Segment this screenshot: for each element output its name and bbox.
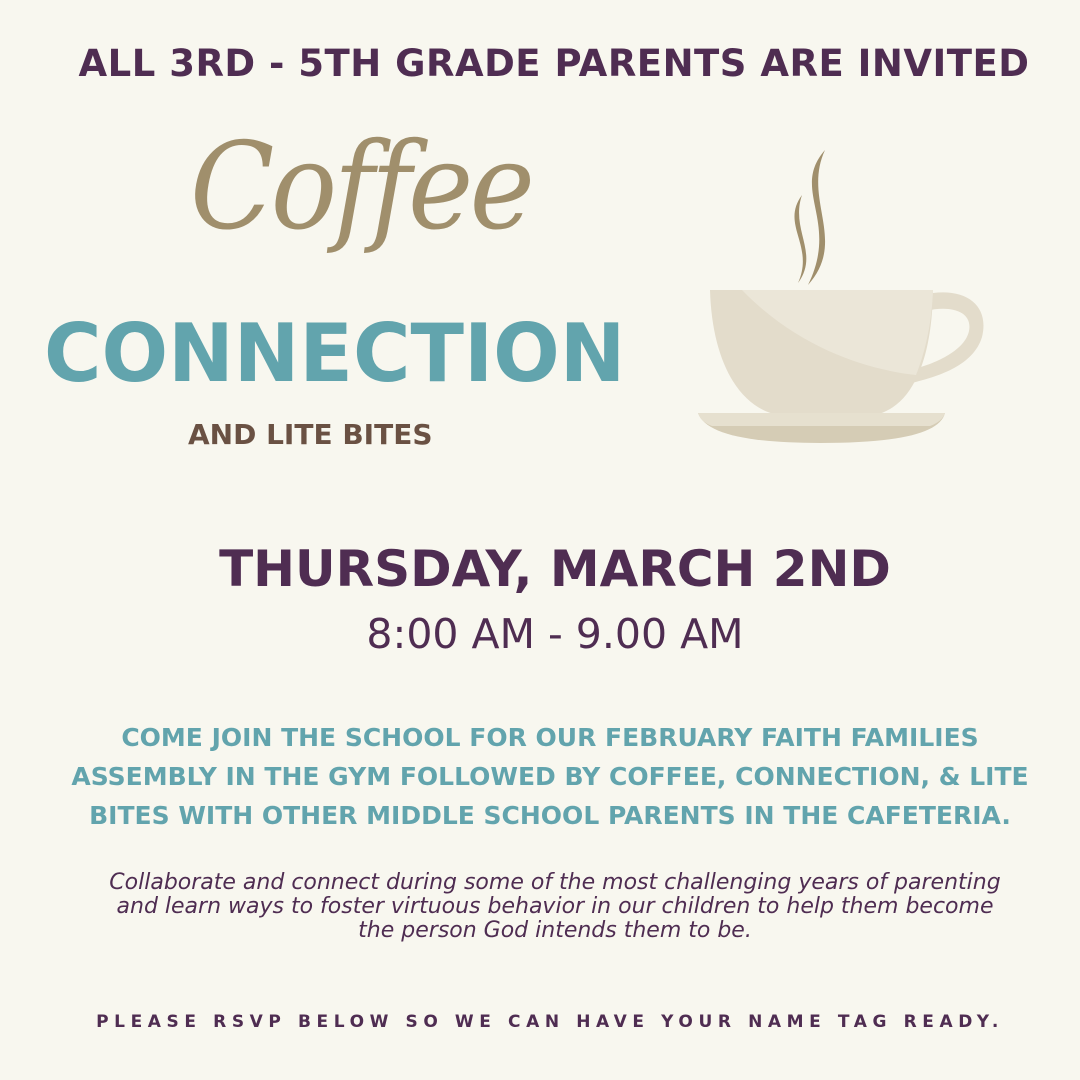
event-details <box>40 871 1070 943</box>
coffee-script-title: Coffee <box>190 118 532 257</box>
lite-bites-subtitle: AND LITE BITES <box>188 418 433 451</box>
event-date: THURSDAY, MARCH 2ND <box>219 540 891 598</box>
description-line: ASSEMBLY IN THE GYM FOLLOWED BY COFFEE, CONNECTION, & LITE <box>71 762 1029 791</box>
invite-heading: ALL 3RD - 5TH GRADE PARENTS ARE INVITED <box>78 42 1030 85</box>
event-description <box>40 718 1060 835</box>
rsvp-note: PLEASE RSVP BELOW SO WE CAN HAVE YOUR NAME TAG READY. <box>96 1012 1004 1032</box>
details-line: and learn ways to foster virtuous behavior in our children to help them become <box>116 894 994 919</box>
event-time: 8:00 AM - 9.00 AM <box>366 610 744 658</box>
details-line: the person God intends them to be. <box>358 918 752 943</box>
coffee-cup-icon <box>690 145 990 454</box>
connection-title: CONNECTION <box>44 307 626 400</box>
details-line: Collaborate and connect during some of the most challenging years of parenting <box>109 870 1001 895</box>
description-line: BITES WITH OTHER MIDDLE SCHOOL PARENTS IN THE CAFETERIA. <box>89 801 1011 830</box>
description-line: COME JOIN THE SCHOOL FOR OUR FEBRUARY FAITH FAMILIES <box>121 723 979 752</box>
